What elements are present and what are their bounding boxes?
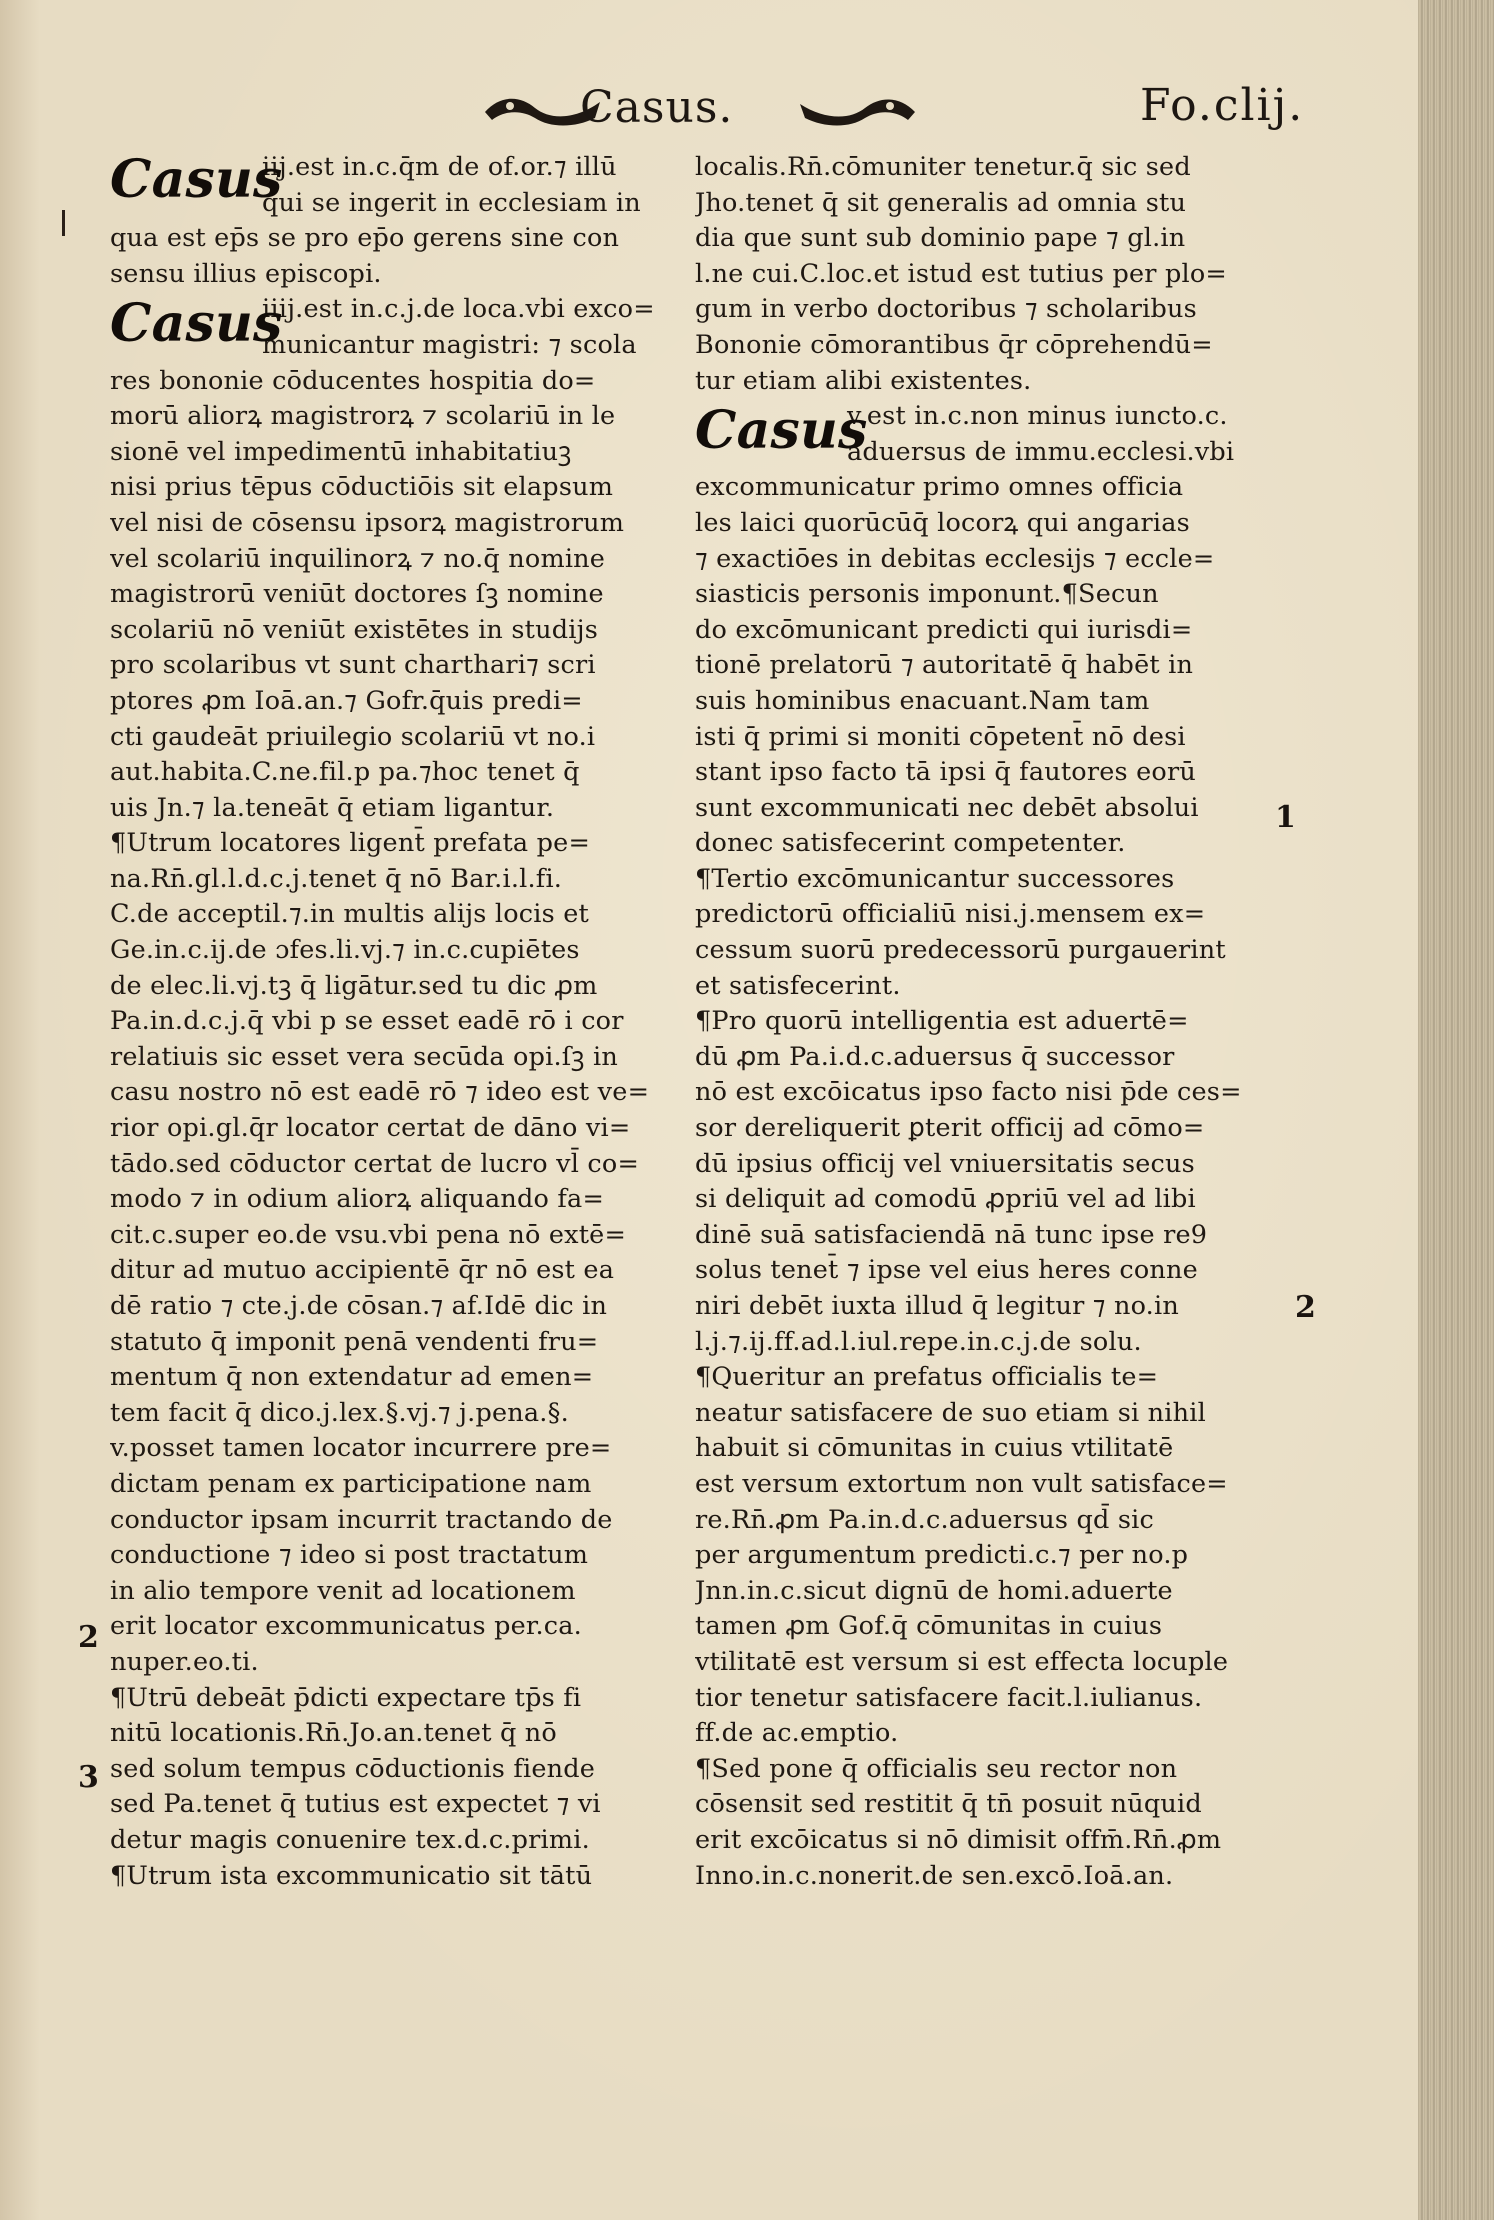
text-line: ditur ad mutuo accipientē q̄r nō est ea <box>110 1255 615 1286</box>
text-line: cōsensit sed restitit q̄ tn̄ posuit nūquid <box>695 1789 1202 1820</box>
text-line: nō est excōicatus ipso facto nisi p̄de ces= <box>695 1077 1242 1108</box>
text-line: tior tenetur satisfacere facit.l.iulianus. <box>695 1682 1203 1713</box>
text-line: niri debēt iuxta illud q̄ legitur ⁊ no.in <box>695 1291 1179 1321</box>
text-line: vel nisi de cōsensu ipsorꝝ magistrorum <box>110 507 625 538</box>
margin-note-2: 2 <box>1295 1290 1316 1325</box>
text-line: dia que sunt sub dominio pape ⁊ gl.in <box>695 223 1186 254</box>
text-line: ⁊ exactiōes in debitas ecclesijs ⁊ eccle= <box>695 543 1215 574</box>
right-column <box>695 150 1275 1894</box>
text-line: les laici quorūcūq̄ locorꝝ qui angarias <box>695 507 1190 538</box>
text-line: ¶Queritur an prefatus officialis te= <box>695 1362 1159 1393</box>
casus-section-3 <box>110 150 690 292</box>
text-line: per argumentum predicti.c.⁊ per no.p <box>695 1540 1189 1571</box>
text-line: habuit si cōmunitas in cuius vtilitatē <box>695 1433 1174 1464</box>
margin-mark <box>62 210 65 236</box>
text-line: iij.est in.c.q̄m de of.or.⁊ illū <box>262 152 617 182</box>
text-line: C.de acceptil.⁊.in multis alijs locis et <box>110 899 589 930</box>
text-line: re.Rn̄.ꝓm Pa.in.d.c.aduersus qd̄ sic <box>695 1504 1154 1535</box>
text-line: statuto q̄ imponit penā vendenti fru= <box>110 1326 599 1357</box>
text-line: ¶Pro quorū intelligentia est aduertē= <box>695 1006 1189 1037</box>
text-line: casu nostro nō est eadē rō ⁊ ideo est ve= <box>110 1077 650 1108</box>
text-line: v.posset tamen locator incurrere pre= <box>110 1433 612 1464</box>
text-line: Inno.in.c.nonerit.de sen.excō.Ioā.an. <box>695 1860 1174 1891</box>
text-line: tionē prelatorū ⁊ autoritatē q̄ habēt in <box>695 650 1194 681</box>
text-line: excommunicatur primo omnes officia <box>695 472 1184 503</box>
text-line: ptores ꝓm Ioā.an.⁊ Gofr.q̄uis predi= <box>110 685 583 716</box>
text-line: municantur magistri: ⁊ scola <box>262 329 637 360</box>
text-line: in alio tempore venit ad locationem <box>110 1575 576 1606</box>
text-line: tur etiam alibi existentes. <box>695 365 1032 396</box>
text-line: tādo.sed cōductor certat de lucro vl̄ co= <box>110 1148 640 1179</box>
text-line: tamen ꝓm Gof.q̄ cōmunitas in cuius <box>695 1611 1163 1642</box>
text-line: ¶Utrum locatores ligent̄ prefata pe= <box>110 828 591 859</box>
text-line: na.Rn̄.gl.l.d.c.j.tenet q̄ nō Bar.i.l.fi. <box>110 863 563 894</box>
text-line: Bononie cōmorantibus q̄r cōprehendū= <box>695 329 1213 360</box>
text-line: conductione ⁊ ideo si post tractatum <box>110 1540 589 1571</box>
text-line: pro scolaribus vt sunt charthari⁊ scri <box>110 650 596 681</box>
casus-section-4 <box>110 292 690 1894</box>
text-line: dū ꝓm Pa.i.d.c.aduersus q̄ successor <box>695 1041 1175 1072</box>
text-line: conductor ipsam incurrit tractando de <box>110 1504 613 1535</box>
text-line: uis Jn.⁊ la.teneāt q̄ etiam ligantur. <box>110 792 555 823</box>
text-line: v.est in.c.non minus iuncto.c. <box>847 401 1228 432</box>
margin-note-3: 3 <box>78 1760 99 1795</box>
text-line: dū ipsius officij vel vniuersitatis secus <box>695 1148 1195 1179</box>
text-line: predictorū officialiū nisi.j.mensem ex= <box>695 899 1206 930</box>
text-line: qua est ep̄s se pro ep̄o gerens sine con <box>110 223 620 254</box>
text-line: modo ⁊ in odium aliorꝝ aliquando fa= <box>110 1184 605 1215</box>
text-line: relatiuis sic esset vera secūda opi.ſꝫ in <box>110 1041 618 1072</box>
text-line: stant ipso facto tā ipsi q̄ fautores eorū <box>695 757 1196 788</box>
ornament-fish-right-icon <box>790 90 920 130</box>
folio-number: Fo.clij. <box>1140 80 1305 131</box>
text-line: nitū locationis.Rn̄.Jo.an.tenet q̄ nō <box>110 1718 557 1749</box>
casus-section-5 <box>695 399 1275 470</box>
page-header <box>110 70 1305 150</box>
text-line: nisi prius tēpus cōductiōis sit elapsum <box>110 472 614 503</box>
text-line: sor dereliquerit ꝑterit officij ad cōmo= <box>695 1113 1205 1144</box>
text-line: aduersus de immu.ecclesi.vbi <box>847 436 1235 467</box>
text-line: isti q̄ primi si moniti cōpetent̄ nō desi <box>695 721 1186 752</box>
text-line: morū aliorꝝ magistrorꝝ ⁊ scolariū in le <box>110 401 616 432</box>
text-line: tem facit q̄ dico.j.lex.§.vj.⁊ j.pena.§. <box>110 1397 569 1428</box>
text-line: cessum suorū predecessorū purgauerint <box>695 935 1226 966</box>
text-line: si deliquit ad comodū ꝓpriū vel ad libi <box>695 1184 1196 1215</box>
text-line: ¶Sed pone q̄ officialis seu rector non <box>695 1753 1178 1784</box>
text-line: et satisfecerint. <box>695 970 901 1001</box>
text-line: sionē vel impedimentū inhabitatiuꝫ <box>110 436 572 467</box>
text-line: siasticis personis imponunt.¶Secun <box>695 579 1159 610</box>
text-line: Jho.tenet q̄ sit generalis ad omnia stu <box>695 187 1187 218</box>
text-line: solus tenet̄ ⁊ ipse vel eius heres conne <box>695 1255 1198 1286</box>
text-line: localis.Rn̄.cōmuniter tenetur.q̄ sic sed <box>695 152 1191 182</box>
text-line: erit excōicatus si nō dimisit offm̄.Rn̄.ꝓm <box>695 1824 1222 1855</box>
text-line: ¶Utrū debeāt p̄dicti expectare tp̄s fi <box>110 1682 582 1713</box>
text-line: vtilitatē est versum si est effecta locuple <box>695 1646 1229 1677</box>
text-line: cit.c.super eo.de vsu.vbi pena nō extē= <box>110 1219 627 1250</box>
casus-heading: Casus <box>110 293 283 355</box>
text-line: Pa.in.d.c.j.q̄ vbi p se esset eadē rō i cor <box>110 1006 624 1037</box>
text-line: l.j.⁊.ij.ff.ad.l.iul.repe.in.c.j.de solu. <box>695 1326 1142 1357</box>
text-line: dē ratio ⁊ cte.j.de cōsan.⁊ af.Idē dic in <box>110 1291 608 1321</box>
text-line: ¶Tertio excōmunicantur successores <box>695 863 1175 894</box>
text-line: detur magis conuenire tex.d.c.primi. <box>110 1824 590 1855</box>
text-line: donec satisfecerint competenter. <box>695 828 1126 859</box>
text-line: de elec.li.vj.tꝫ q̄ ligātur.sed tu dic ꝓm <box>110 970 598 1001</box>
running-title: Casus. <box>580 82 734 133</box>
text-line: dinē suā satisfaciendā nā tunc ipse re9 <box>695 1219 1208 1250</box>
text-line: do excōmunicant predicti qui iurisdi= <box>695 614 1193 645</box>
casus-heading: Casus <box>110 149 283 210</box>
text-line: gum in verbo doctoribus ⁊ scholaribus <box>695 294 1197 325</box>
margin-note-2: 2 <box>78 1620 99 1655</box>
text-line: vel scolariū inquilinorꝝ ⁊ no.q̄ nomine <box>110 543 606 574</box>
text-line: l.ne cui.C.loc.et istud est tutius per plo= <box>695 258 1227 289</box>
text-line: mentum q̄ non extendatur ad emen= <box>110 1362 594 1393</box>
text-line: sed solum tempus cōductionis fiende <box>110 1753 596 1784</box>
text-line: sunt excommunicati nec debēt absolui <box>695 792 1199 823</box>
text-line: rior opi.gl.q̄r locator certat de dāno vi= <box>110 1113 631 1144</box>
page-edge-stack <box>1418 0 1494 2220</box>
text-line: dictam penam ex participatione nam <box>110 1468 592 1499</box>
text-line: est versum extortum non vult satisface= <box>695 1468 1228 1499</box>
text-line: nuper.eo.ti. <box>110 1646 259 1677</box>
text-line: suis hominibus enacuant.Nam tam <box>695 685 1150 716</box>
text-line: sensu illius episcopi. <box>110 258 382 289</box>
text-line: Jnn.in.c.sicut dignū de homi.aduerte <box>695 1575 1173 1606</box>
text-line: qui se ingerit in ecclesiam in <box>262 187 641 218</box>
margin-note-1: 1 <box>1275 800 1296 835</box>
text-line: Ge.in.c.ij.de ɔfes.li.vj.⁊ in.c.cupiētes <box>110 935 580 966</box>
text-line: ff.de ac.emptio. <box>695 1718 899 1749</box>
text-line: sed Pa.tenet q̄ tutius est expectet ⁊ vi <box>110 1789 601 1820</box>
text-line: ¶Utrum ista excommunicatio sit tātū <box>110 1860 593 1891</box>
text-line: aut.habita.C.ne.fil.p pa.⁊hoc tenet q̄ <box>110 757 580 788</box>
text-line: iiij.est in.c.j.de loca.vbi exco= <box>262 294 655 325</box>
text-line: scolariū nō veniūt existētes in studijs <box>110 614 598 645</box>
casus-heading: Casus <box>695 400 868 462</box>
text-line: cti gaudeāt priuilegio scolariū vt no.i <box>110 721 596 752</box>
text-line: erit locator excommunicatus per.ca. <box>110 1611 582 1642</box>
left-column <box>110 150 690 1894</box>
text-line: neatur satisfacere de suo etiam si nihil <box>695 1397 1206 1428</box>
text-line: magistrorū veniūt doctores ſꝫ nomine <box>110 579 604 610</box>
text-line: res bononie cōducentes hospitia do= <box>110 365 596 396</box>
